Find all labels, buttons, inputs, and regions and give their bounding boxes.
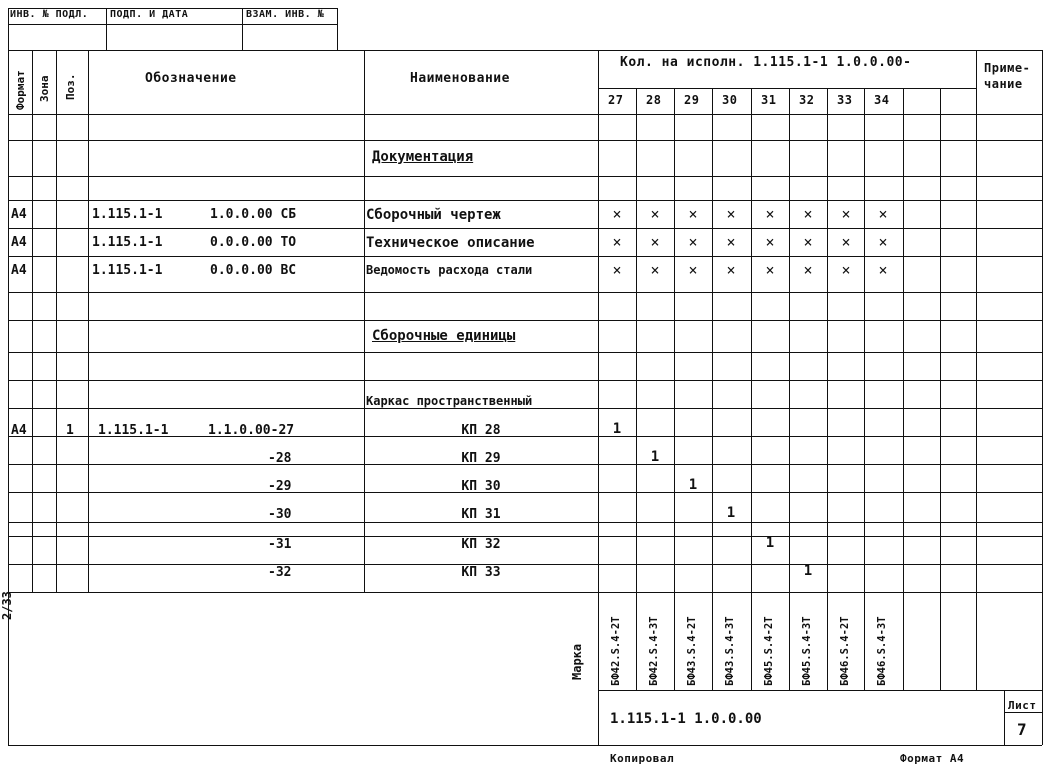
applicability-mark: ×	[878, 261, 888, 279]
copied-label: Копировал	[610, 752, 675, 765]
table-rule	[598, 690, 1042, 691]
table-rule	[1004, 712, 1042, 713]
applicability-mark: ×	[688, 261, 698, 279]
applicability-mark: ×	[612, 261, 622, 279]
table-rule	[8, 50, 9, 745]
item-format: А4	[11, 423, 27, 438]
marka-value: БФ43.S.4-3Т	[724, 616, 736, 686]
table-rule	[8, 200, 1042, 201]
table-rule	[8, 352, 1042, 353]
item-name: КП 28	[461, 423, 501, 438]
marka-value: БФ46.S.4-3Т	[876, 616, 888, 686]
table-rule	[8, 745, 1042, 746]
item-name: КП 33	[461, 565, 501, 580]
applicability-mark: ×	[803, 233, 813, 251]
row-name: Сборочный чертеж	[366, 207, 501, 223]
section-documentation: Документация	[372, 149, 474, 165]
table-rule	[940, 88, 941, 690]
table-rule	[8, 114, 1042, 115]
table-rule	[712, 88, 713, 690]
table-rule	[598, 88, 976, 89]
exec-column-number: 29	[684, 93, 700, 107]
stamp-label-sign: ПОДП. И ДАТА	[110, 9, 189, 20]
header-note: Приме- чание	[984, 61, 1031, 91]
stamp-label-replace: ВЗАМ. ИНВ. №	[246, 9, 325, 20]
exec-column-number: 28	[646, 93, 662, 107]
table-rule	[789, 88, 790, 690]
row-designation-a: 1.115.1-1	[92, 235, 163, 250]
row-format: А4	[11, 235, 27, 250]
marka-value: БФ42.S.4-2Т	[610, 616, 622, 686]
item-quantity: 1	[688, 477, 698, 493]
frame-name: Каркас пространственный	[366, 394, 533, 408]
header-zone: Зона	[38, 75, 51, 102]
header-designation: Обозначение	[145, 71, 237, 86]
table-rule	[32, 50, 33, 592]
item-quantity: 1	[726, 505, 736, 521]
applicability-mark: ×	[765, 205, 775, 223]
table-rule	[8, 256, 1042, 257]
row-format: А4	[11, 263, 27, 278]
item-designation-b: 1.1.0.00-27	[208, 423, 295, 438]
item-name: КП 29	[461, 451, 501, 466]
margin-note: 2/33	[0, 591, 14, 620]
applicability-mark: ×	[878, 233, 888, 251]
marka-label: Марка	[570, 643, 584, 680]
item-name: КП 31	[461, 507, 501, 522]
exec-column-number: 33	[837, 93, 853, 107]
exec-column-number: 27	[608, 93, 624, 107]
applicability-mark: ×	[841, 261, 851, 279]
table-rule	[8, 564, 1042, 565]
table-rule	[88, 50, 89, 592]
applicability-mark: ×	[650, 233, 660, 251]
table-rule	[903, 88, 904, 690]
table-rule	[8, 522, 1042, 523]
item-designation-b: -29	[268, 479, 292, 494]
row-designation-b: 0.0.0.00 ВС	[210, 263, 297, 278]
row-name: Ведомость расхода стали	[366, 263, 533, 277]
applicability-mark: ×	[726, 205, 736, 223]
header-qty-title: Кол. на исполн. 1.115.1-1 1.0.0.00-	[620, 55, 912, 70]
applicability-mark: ×	[650, 205, 660, 223]
item-quantity: 1	[612, 421, 622, 437]
table-rule	[8, 176, 1042, 177]
item-quantity: 1	[803, 563, 813, 579]
applicability-mark: ×	[688, 233, 698, 251]
table-rule	[598, 50, 599, 745]
row-designation-a: 1.115.1-1	[92, 263, 163, 278]
applicability-mark: ×	[688, 205, 698, 223]
item-designation-b: -32	[268, 565, 292, 580]
exec-column-number: 32	[799, 93, 815, 107]
header-pos: Поз.	[64, 73, 77, 100]
row-designation-a: 1.115.1-1	[92, 207, 163, 222]
marka-value: БФ45.S.4-3Т	[801, 616, 813, 686]
marka-value: БФ43.S.4-2Т	[686, 616, 698, 686]
item-designation-b: -28	[268, 451, 292, 466]
exec-column-number: 34	[874, 93, 890, 107]
applicability-mark: ×	[803, 261, 813, 279]
format-label: Формат А4	[900, 752, 965, 765]
applicability-mark: ×	[612, 205, 622, 223]
marka-value: БФ45.S.4-2Т	[763, 616, 775, 686]
table-rule	[56, 50, 57, 592]
table-rule	[8, 320, 1042, 321]
item-name: КП 30	[461, 479, 501, 494]
table-rule	[827, 88, 828, 690]
table-rule	[751, 88, 752, 690]
table-rule	[1004, 690, 1005, 745]
item-designation-a: 1.115.1-1	[98, 423, 169, 438]
table-rule	[8, 50, 1042, 51]
row-name: Техническое описание	[366, 235, 535, 251]
row-format: А4	[11, 207, 27, 222]
table-rule	[8, 536, 1042, 537]
row-designation-b: 0.0.0.00 ТО	[210, 235, 297, 250]
row-designation-b: 1.0.0.00 СБ	[210, 207, 297, 222]
applicability-mark: ×	[803, 205, 813, 223]
marka-value: БФ46.S.4-2Т	[839, 616, 851, 686]
table-rule	[8, 592, 598, 593]
header-format: Формат	[14, 70, 27, 110]
applicability-mark: ×	[765, 233, 775, 251]
document-code: 1.115.1-1 1.0.0.00	[610, 711, 762, 727]
item-position: 1	[66, 423, 74, 438]
sheet-label: Лист	[1008, 699, 1037, 712]
applicability-mark: ×	[650, 261, 660, 279]
section-assembly-units: Сборочные единицы	[372, 328, 516, 344]
applicability-mark: ×	[612, 233, 622, 251]
exec-column-number: 30	[722, 93, 738, 107]
exec-column-number: 31	[761, 93, 777, 107]
table-rule	[8, 228, 1042, 229]
table-rule	[864, 88, 865, 690]
header-name: Наименование	[410, 71, 510, 86]
table-rule	[976, 50, 977, 690]
applicability-mark: ×	[726, 233, 736, 251]
stamp-label-inv: ИНВ. № ПОДЛ.	[10, 9, 89, 20]
marka-value: БФ42.S.4-3Т	[648, 616, 660, 686]
table-rule	[8, 140, 1042, 141]
applicability-mark: ×	[841, 233, 851, 251]
table-rule	[636, 88, 637, 690]
table-rule	[8, 380, 1042, 381]
applicability-mark: ×	[841, 205, 851, 223]
applicability-mark: ×	[726, 261, 736, 279]
table-rule	[1042, 50, 1043, 745]
item-designation-b: -30	[268, 507, 292, 522]
sheet-number: 7	[1017, 720, 1027, 739]
item-quantity: 1	[650, 449, 660, 465]
item-quantity: 1	[765, 535, 775, 551]
applicability-mark: ×	[878, 205, 888, 223]
applicability-mark: ×	[765, 261, 775, 279]
table-rule	[8, 408, 1042, 409]
item-designation-b: -31	[268, 537, 292, 552]
item-name: КП 32	[461, 537, 501, 552]
table-rule	[8, 292, 1042, 293]
table-rule	[674, 88, 675, 690]
